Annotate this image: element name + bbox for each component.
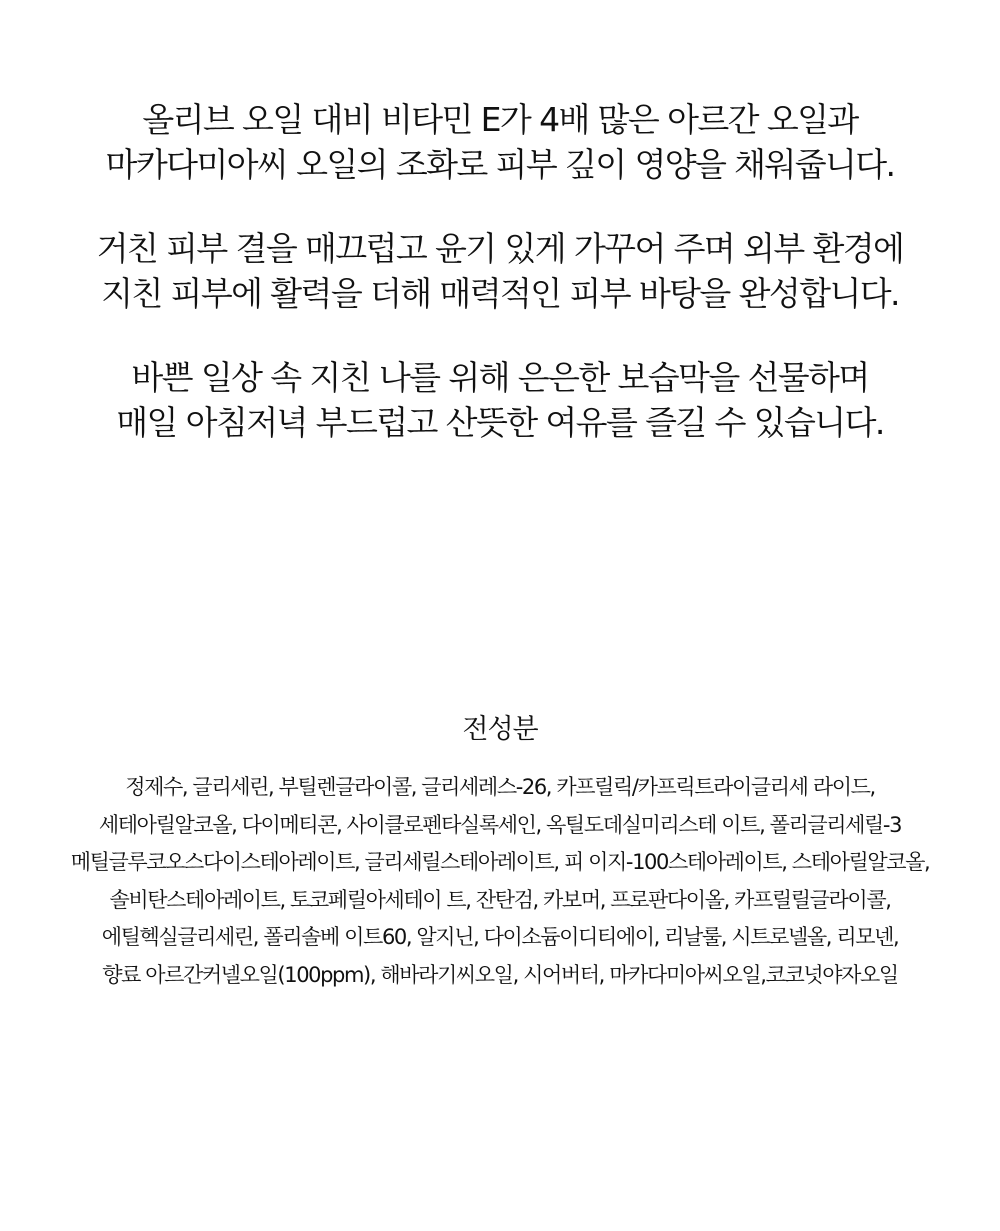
ingredients-title: 전성분 (462, 714, 538, 745)
ingredients-line: 향료 아르간커넬오일(100ppm), 해바라기씨오일, 시어버터, 마카다미아씨오일,코코넛야자오일 (102, 962, 898, 987)
ingredients-line: 메틸글루코오스다이스테아레이트, 글리세릴스테아레이트, 피 이지-100스테아레이트, 스테아릴알코올, (70, 850, 930, 875)
description-line: 매일 아침저녁 부드럽고 산뜻한 여유를 즐길 수 있습니다. (116, 403, 884, 442)
description-line: 올리브 오일 대비 비타민 E가 4배 많은 아르간 오일과 (142, 100, 858, 139)
description-line: 거친 피부 결을 매끄럽고 윤기 있게 가꾸어 주며 외부 환경에 (96, 229, 904, 268)
product-description (0, 97, 1000, 484)
description-line: 지친 피부에 활력을 더해 매력적인 피부 바탕을 완성합니다. (101, 274, 899, 313)
description-paragraph-2 (0, 226, 1000, 316)
description-paragraph-3 (0, 355, 1000, 445)
description-paragraph-1 (0, 97, 1000, 187)
ingredients-line: 정제수, 글리세린, 부틸렌글라이콜, 글리세레스-26, 카프릴릭/카프릭트라이글리세 라이드, (125, 775, 875, 799)
ingredients-section (0, 708, 1000, 995)
description-line: 바쁜 일상 속 지친 나를 위해 은은한 보습막을 선물하며 (131, 358, 869, 397)
ingredients-line: 에틸헥실글리세린, 폴리솔베 이트60, 알지닌, 다이소듐이디티에이, 리날룰, 시트로넬올, 리모넨, (101, 925, 899, 950)
description-line: 마카다미아씨 오일의 조화로 피부 깊이 영양을 채워줍니다. (105, 145, 895, 184)
ingredients-line: 세테아릴알코올, 다이메티콘, 사이클로펜타실록세인, 옥틸도데실미리스테 이트, 폴리글리세릴-3 (98, 812, 902, 837)
ingredients-line: 솔비탄스테아레이트, 토코페릴아세테이 트, 잔탄검, 카보머, 프로판다이올, 카프릴릴글라이콜, (109, 887, 891, 912)
